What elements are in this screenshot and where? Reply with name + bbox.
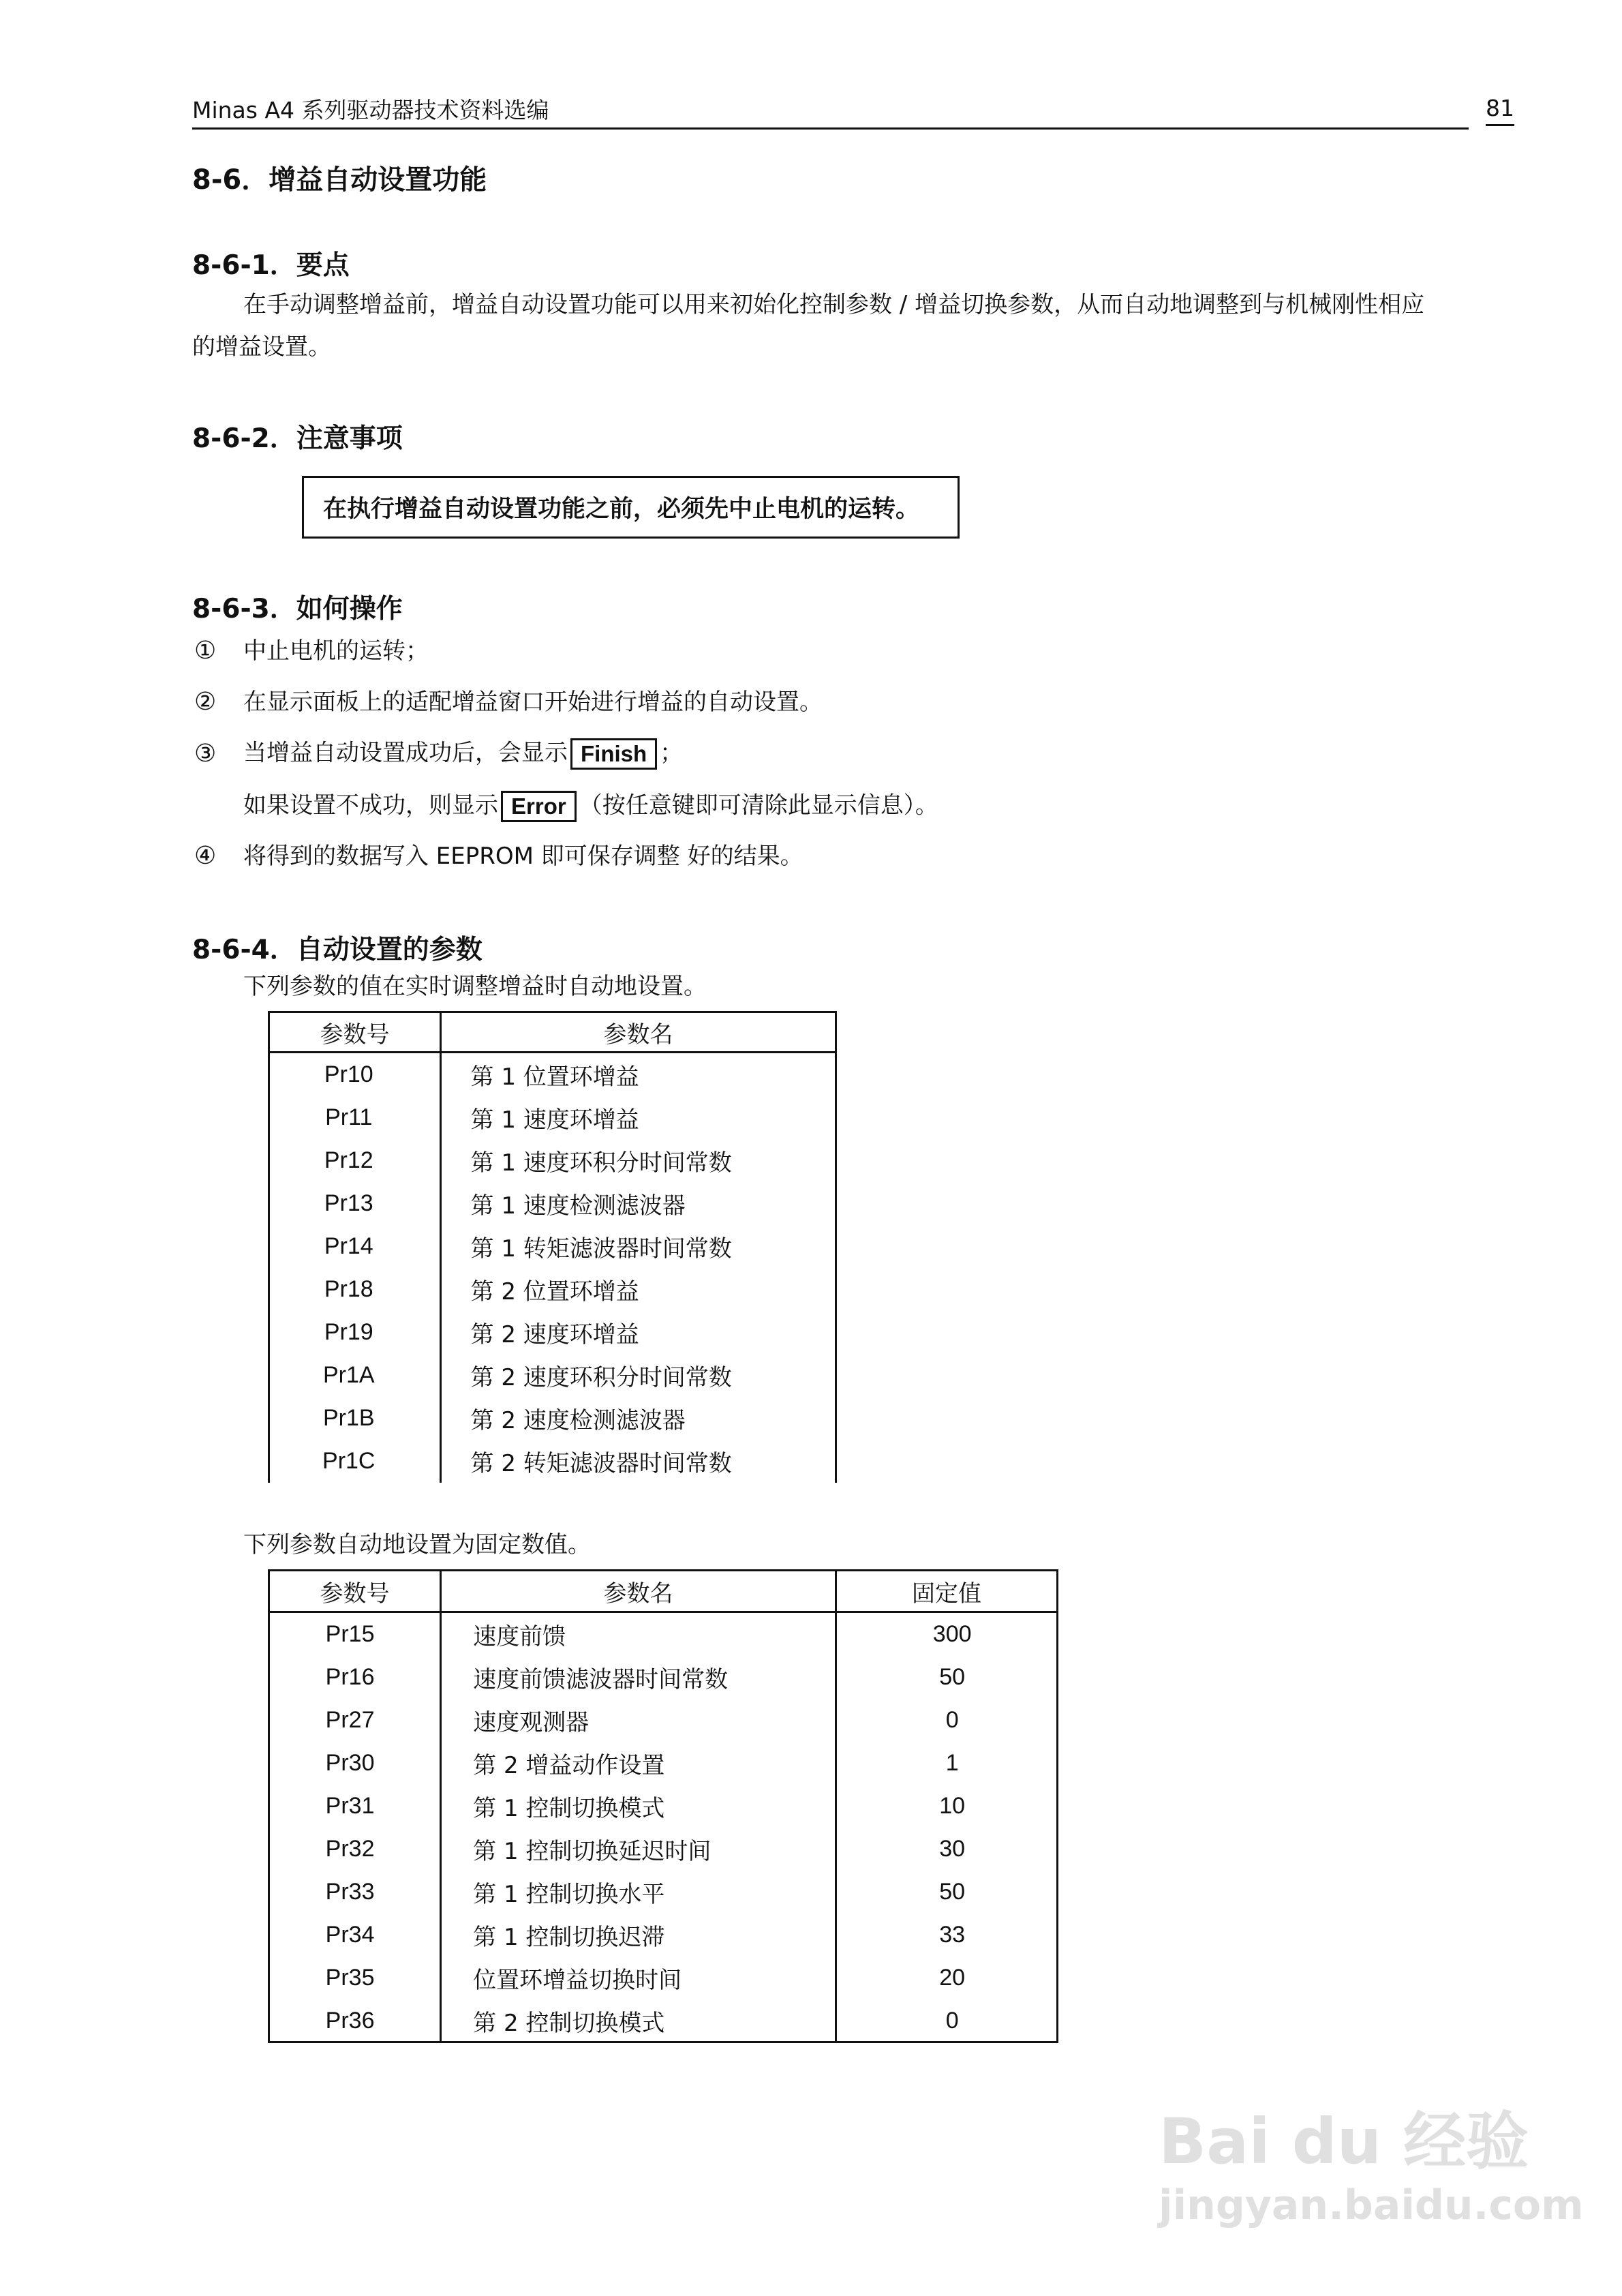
step4-number: ④ <box>194 842 217 870</box>
s1-title: 8-6-1．要点 <box>192 250 350 281</box>
s1-para-line2: 的增益设置。 <box>192 333 331 361</box>
param-id: Pr12 <box>324 1147 373 1173</box>
step3b-line <box>243 791 938 822</box>
step2-text: 在显示面板上的适配增益窗口开始进行增益的自动设置。 <box>243 689 823 716</box>
param-id: Pr32 <box>325 1836 375 1862</box>
finish-display: Finish <box>570 738 657 770</box>
step1-text: 中止电机的运转； <box>243 637 429 665</box>
table2 <box>268 1569 1058 2043</box>
table2-header-name: 参数名 <box>603 1580 673 1607</box>
param-id: Pr31 <box>325 1793 375 1819</box>
param-name: 第 1 控制切换模式 <box>473 1795 665 1822</box>
param-id: Pr34 <box>325 1922 375 1948</box>
param-name: 速度前馈 <box>473 1623 566 1650</box>
table-row <box>268 1225 837 1268</box>
param-id: Pr1C <box>322 1448 376 1474</box>
page-number: 81 <box>1486 93 1514 126</box>
table2-header-value: 固定值 <box>912 1580 981 1607</box>
param-name: 第 1 控制切换延迟时间 <box>473 1838 711 1865</box>
param-id: Pr27 <box>325 1707 375 1733</box>
param-name: 第 1 控制切换水平 <box>473 1881 665 1908</box>
param-value: 50 <box>939 1879 966 1905</box>
section-title: 8-6．增益自动设置功能 <box>192 164 487 196</box>
table-row <box>268 1957 1058 1999</box>
param-id: Pr30 <box>325 1750 375 1776</box>
param-id: Pr14 <box>324 1233 373 1259</box>
param-id: Pr19 <box>324 1319 373 1345</box>
header-title: Minas A4 系列驱动器技术资料选编 <box>192 97 549 123</box>
watermark-url: jingyan.baidu.com <box>1159 2181 1584 2229</box>
table-row <box>268 1440 837 1483</box>
table-row <box>268 1699 1058 1742</box>
step4-text: 将得到的数据写入 EEPROM 即可保存调整 好的结果。 <box>243 843 804 870</box>
table-row <box>268 1742 1058 1785</box>
table1-body <box>268 1053 837 1483</box>
step2-number: ② <box>194 688 217 716</box>
param-id: Pr16 <box>325 1664 375 1690</box>
table-row <box>268 1182 837 1225</box>
warning-text: 在执行增益自动设置功能之前，必须先中止电机的运转。 <box>323 496 920 523</box>
step3-text: 当增益自动设置成功后，会显示 <box>243 739 568 767</box>
param-id: Pr10 <box>324 1061 373 1087</box>
param-id: Pr11 <box>325 1104 373 1130</box>
step3-line <box>243 738 683 770</box>
param-name: 第 1 控制切换迟滞 <box>473 1924 665 1951</box>
table2-intro: 下列参数自动地设置为固定数值。 <box>243 1531 591 1558</box>
param-name: 第 2 位置环增益 <box>470 1278 639 1305</box>
table-row <box>268 1785 1058 1828</box>
step3b-text: 如果设置不成功，则显示 <box>243 791 498 819</box>
param-value: 33 <box>939 1922 966 1948</box>
table1-header-id: 参数号 <box>320 1021 390 1048</box>
param-name: 第 1 速度环增益 <box>470 1106 639 1134</box>
table1-header-name: 参数名 <box>603 1021 673 1048</box>
param-name: 速度前馈滤波器时间常数 <box>473 1666 729 1693</box>
param-value: 50 <box>939 1664 966 1690</box>
s4-title: 8-6-4．自动设置的参数 <box>192 935 483 965</box>
header-rule <box>192 127 1469 130</box>
step3-suffix: ； <box>660 739 684 767</box>
table-row <box>268 1053 837 1096</box>
param-name: 位置环增益切换时间 <box>473 1967 682 1994</box>
table-row <box>268 1139 837 1182</box>
param-name: 第 2 速度环积分时间常数 <box>470 1364 732 1391</box>
table-row <box>268 1999 1058 2042</box>
table-row <box>268 1914 1058 1957</box>
table-row <box>268 1656 1058 1699</box>
param-name: 速度观测器 <box>473 1709 590 1736</box>
param-id: Pr1B <box>322 1405 375 1431</box>
table1 <box>268 1011 837 1483</box>
param-id: Pr33 <box>325 1879 375 1905</box>
param-value: 0 <box>945 1707 959 1733</box>
s1-para-line1: 在手动调整增益前，增益自动设置功能可以用来初始化控制参数 / 增益切换参数，从而自动地调整到与机械刚性相应 <box>243 291 1425 318</box>
step3-number: ③ <box>194 740 217 768</box>
table-row <box>268 1311 837 1354</box>
param-value: 10 <box>939 1793 966 1819</box>
table-row <box>268 1354 837 1397</box>
table-row <box>268 1871 1058 1914</box>
param-name: 第 1 速度检测滤波器 <box>470 1192 686 1220</box>
param-name: 第 1 速度环积分时间常数 <box>470 1149 732 1177</box>
warning-box <box>302 476 960 539</box>
param-value: 0 <box>945 2008 959 2034</box>
param-name: 第 2 速度环增益 <box>470 1321 639 1348</box>
param-value: 1 <box>945 1750 959 1776</box>
param-name: 第 1 转矩滤波器时间常数 <box>470 1235 732 1263</box>
param-value: 300 <box>932 1621 972 1647</box>
param-name: 第 1 位置环增益 <box>470 1063 639 1091</box>
param-id: Pr13 <box>324 1190 373 1216</box>
param-id: Pr18 <box>324 1276 373 1302</box>
param-value: 30 <box>939 1836 966 1862</box>
table2-header-id: 参数号 <box>320 1580 390 1607</box>
step1-number: ① <box>194 637 217 665</box>
s3-title: 8-6-3．如何操作 <box>192 594 403 624</box>
param-name: 第 2 控制切换模式 <box>473 2010 665 2037</box>
param-name: 第 2 速度检测滤波器 <box>470 1407 686 1434</box>
table-row <box>268 1397 837 1440</box>
table2-body <box>268 1613 1058 2042</box>
table1-intro: 下列参数的值在实时调整增益时自动地设置。 <box>243 973 707 1000</box>
param-id: Pr15 <box>325 1621 375 1647</box>
table-row <box>268 1268 837 1311</box>
param-id: Pr1A <box>322 1362 375 1388</box>
param-name: 第 2 转矩滤波器时间常数 <box>470 1450 732 1477</box>
table-row <box>268 1096 837 1139</box>
param-value: 20 <box>939 1965 966 1991</box>
step3b-suffix: （按任意键即可清除此显示信息）。 <box>579 791 938 819</box>
error-display: Error <box>501 791 577 822</box>
param-id: Pr35 <box>325 1965 375 1991</box>
param-name: 第 2 增益动作设置 <box>473 1752 665 1779</box>
param-id: Pr36 <box>325 2008 375 2034</box>
watermark-brand: Bai du 经验 <box>1159 2105 1529 2178</box>
table-row <box>268 1613 1058 1656</box>
s2-title: 8-6-2．注意事项 <box>192 423 403 454</box>
table-row <box>268 1828 1058 1871</box>
